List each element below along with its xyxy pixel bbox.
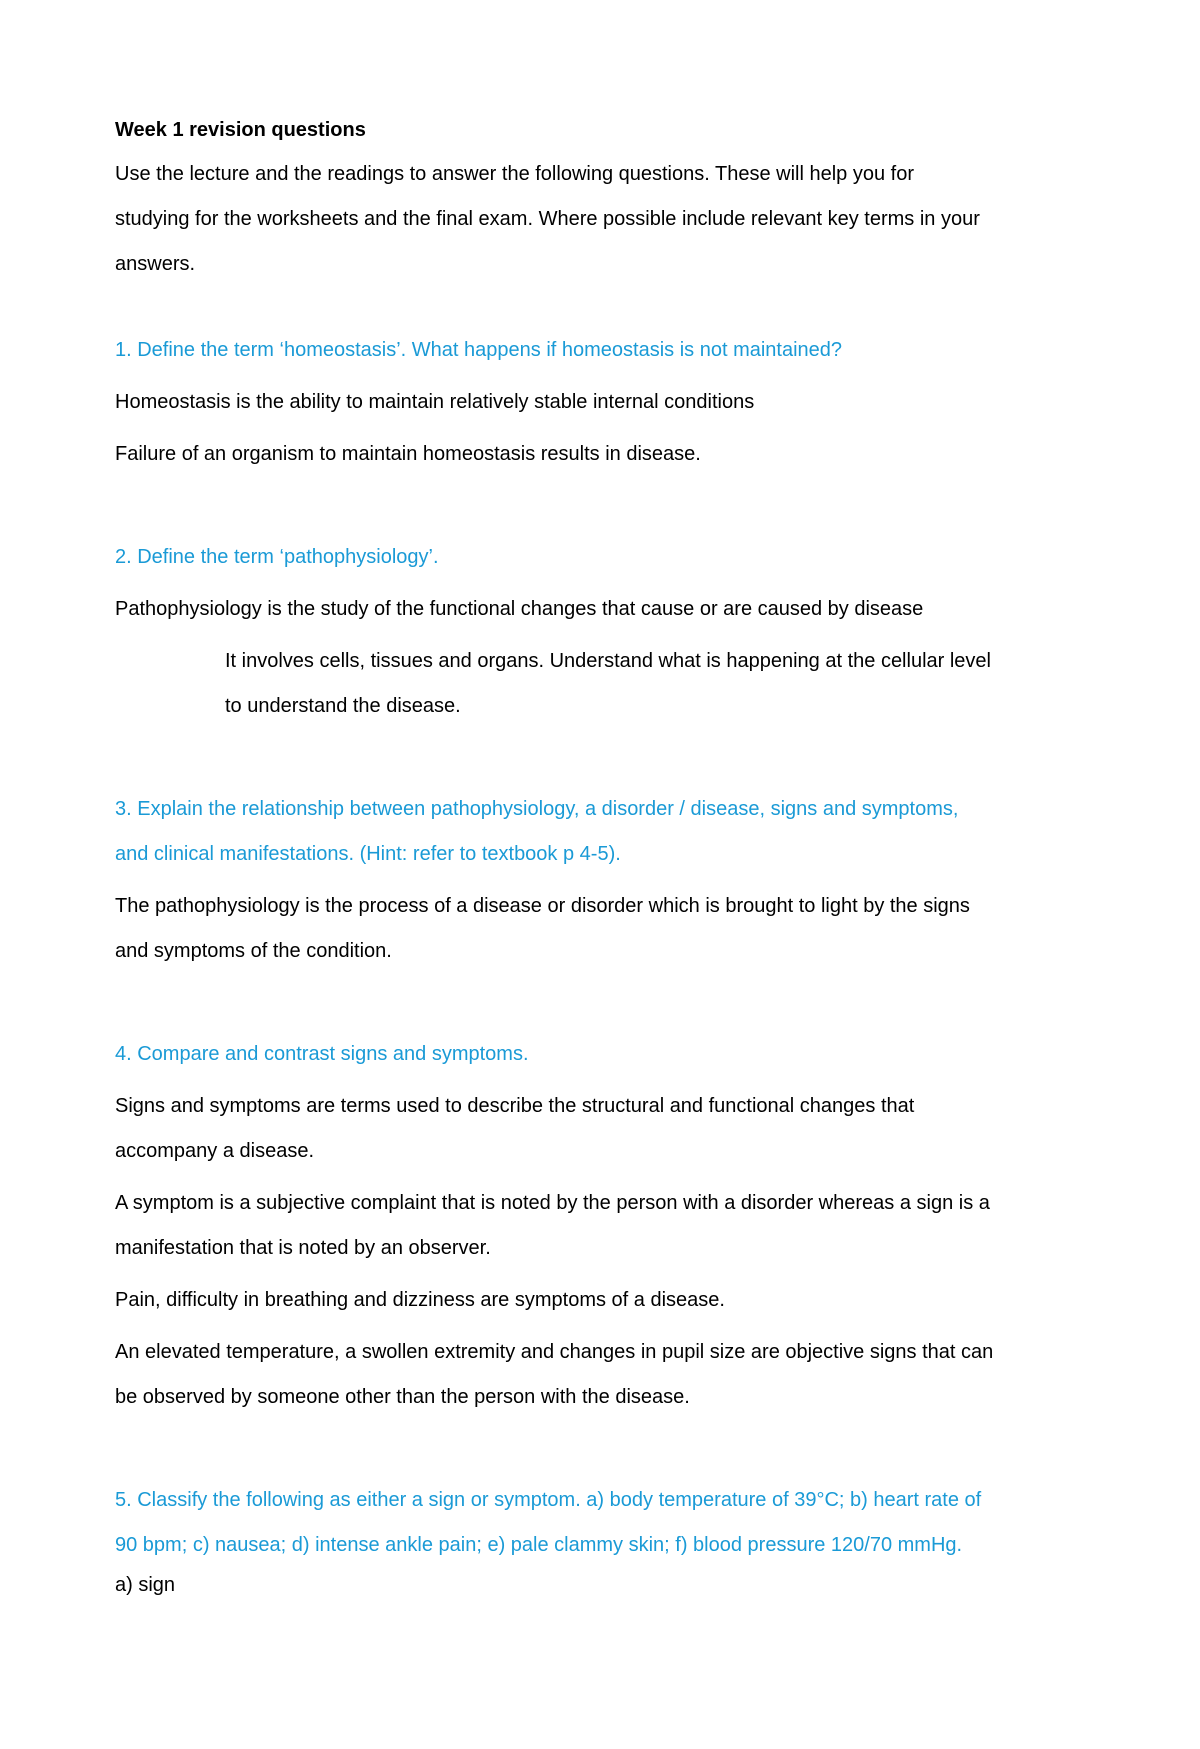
answer-4-line-5: Pain, difficulty in breathing and dizziness are symptoms of a disease.: [115, 1289, 725, 1311]
answer-2-indented-1: It involves cells, tissues and organs. Understand what is happening at the cellular level: [225, 650, 991, 672]
answer-4-line-6: An elevated temperature, a swollen extremity and changes in pupil size are objective signs that can: [115, 1341, 994, 1363]
document-title: Week 1 revision questions: [115, 119, 366, 141]
answer-2-line-1: Pathophysiology is the study of the functional changes that cause or are caused by disease: [115, 598, 924, 620]
answer-1-line-2: Failure of an organism to maintain homeostasis results in disease.: [115, 443, 701, 465]
answer-4-line-7: be observed by someone other than the person with the disease.: [115, 1386, 690, 1408]
intro-line-1: Use the lecture and the readings to answer the following questions. These will help you for: [115, 163, 914, 185]
answer-4-line-4: manifestation that is noted by an observer.: [115, 1237, 491, 1259]
question-3-line-1: 3. Explain the relationship between pathophysiology, a disorder / disease, signs and symptoms,: [115, 798, 959, 820]
answer-1-line-1: Homeostasis is the ability to maintain relatively stable internal conditions: [115, 391, 755, 413]
answer-4-line-2: accompany a disease.: [115, 1140, 315, 1162]
answer-5-line-1: a) sign: [115, 1574, 176, 1596]
intro-line-3: answers.: [115, 253, 196, 275]
answer-3-line-2: and symptoms of the condition.: [115, 940, 392, 962]
question-4: 4. Compare and contrast signs and symptoms.: [115, 1043, 529, 1065]
intro-line-2: studying for the worksheets and the final exam. Where possible include relevant key terms in your: [115, 208, 980, 230]
question-3-line-2: and clinical manifestations. (Hint: refer to textbook p 4-5).: [115, 843, 621, 865]
question-1: 1. Define the term ‘homeostasis’. What happens if homeostasis is not maintained?: [115, 339, 843, 361]
answer-4-line-1: Signs and symptoms are terms used to describe the structural and functional changes that: [115, 1095, 915, 1117]
question-5-line-1: 5. Classify the following as either a sign or symptom. a) body temperature of 39°C; b) heart rate of: [115, 1489, 982, 1511]
answer-4-line-3: A symptom is a subjective complaint that is noted by the person with a disorder whereas a sign is a: [115, 1192, 990, 1214]
question-2: 2. Define the term ‘pathophysiology’.: [115, 546, 439, 568]
answer-2-indented-2: to understand the disease.: [225, 695, 461, 717]
question-5-line-2: 90 bpm; c) nausea; d) intense ankle pain; e) pale clammy skin; f) blood pressure 120/70 mmHg.: [115, 1534, 963, 1556]
answer-3-line-1: The pathophysiology is the process of a disease or disorder which is brought to light by the signs: [115, 895, 970, 917]
